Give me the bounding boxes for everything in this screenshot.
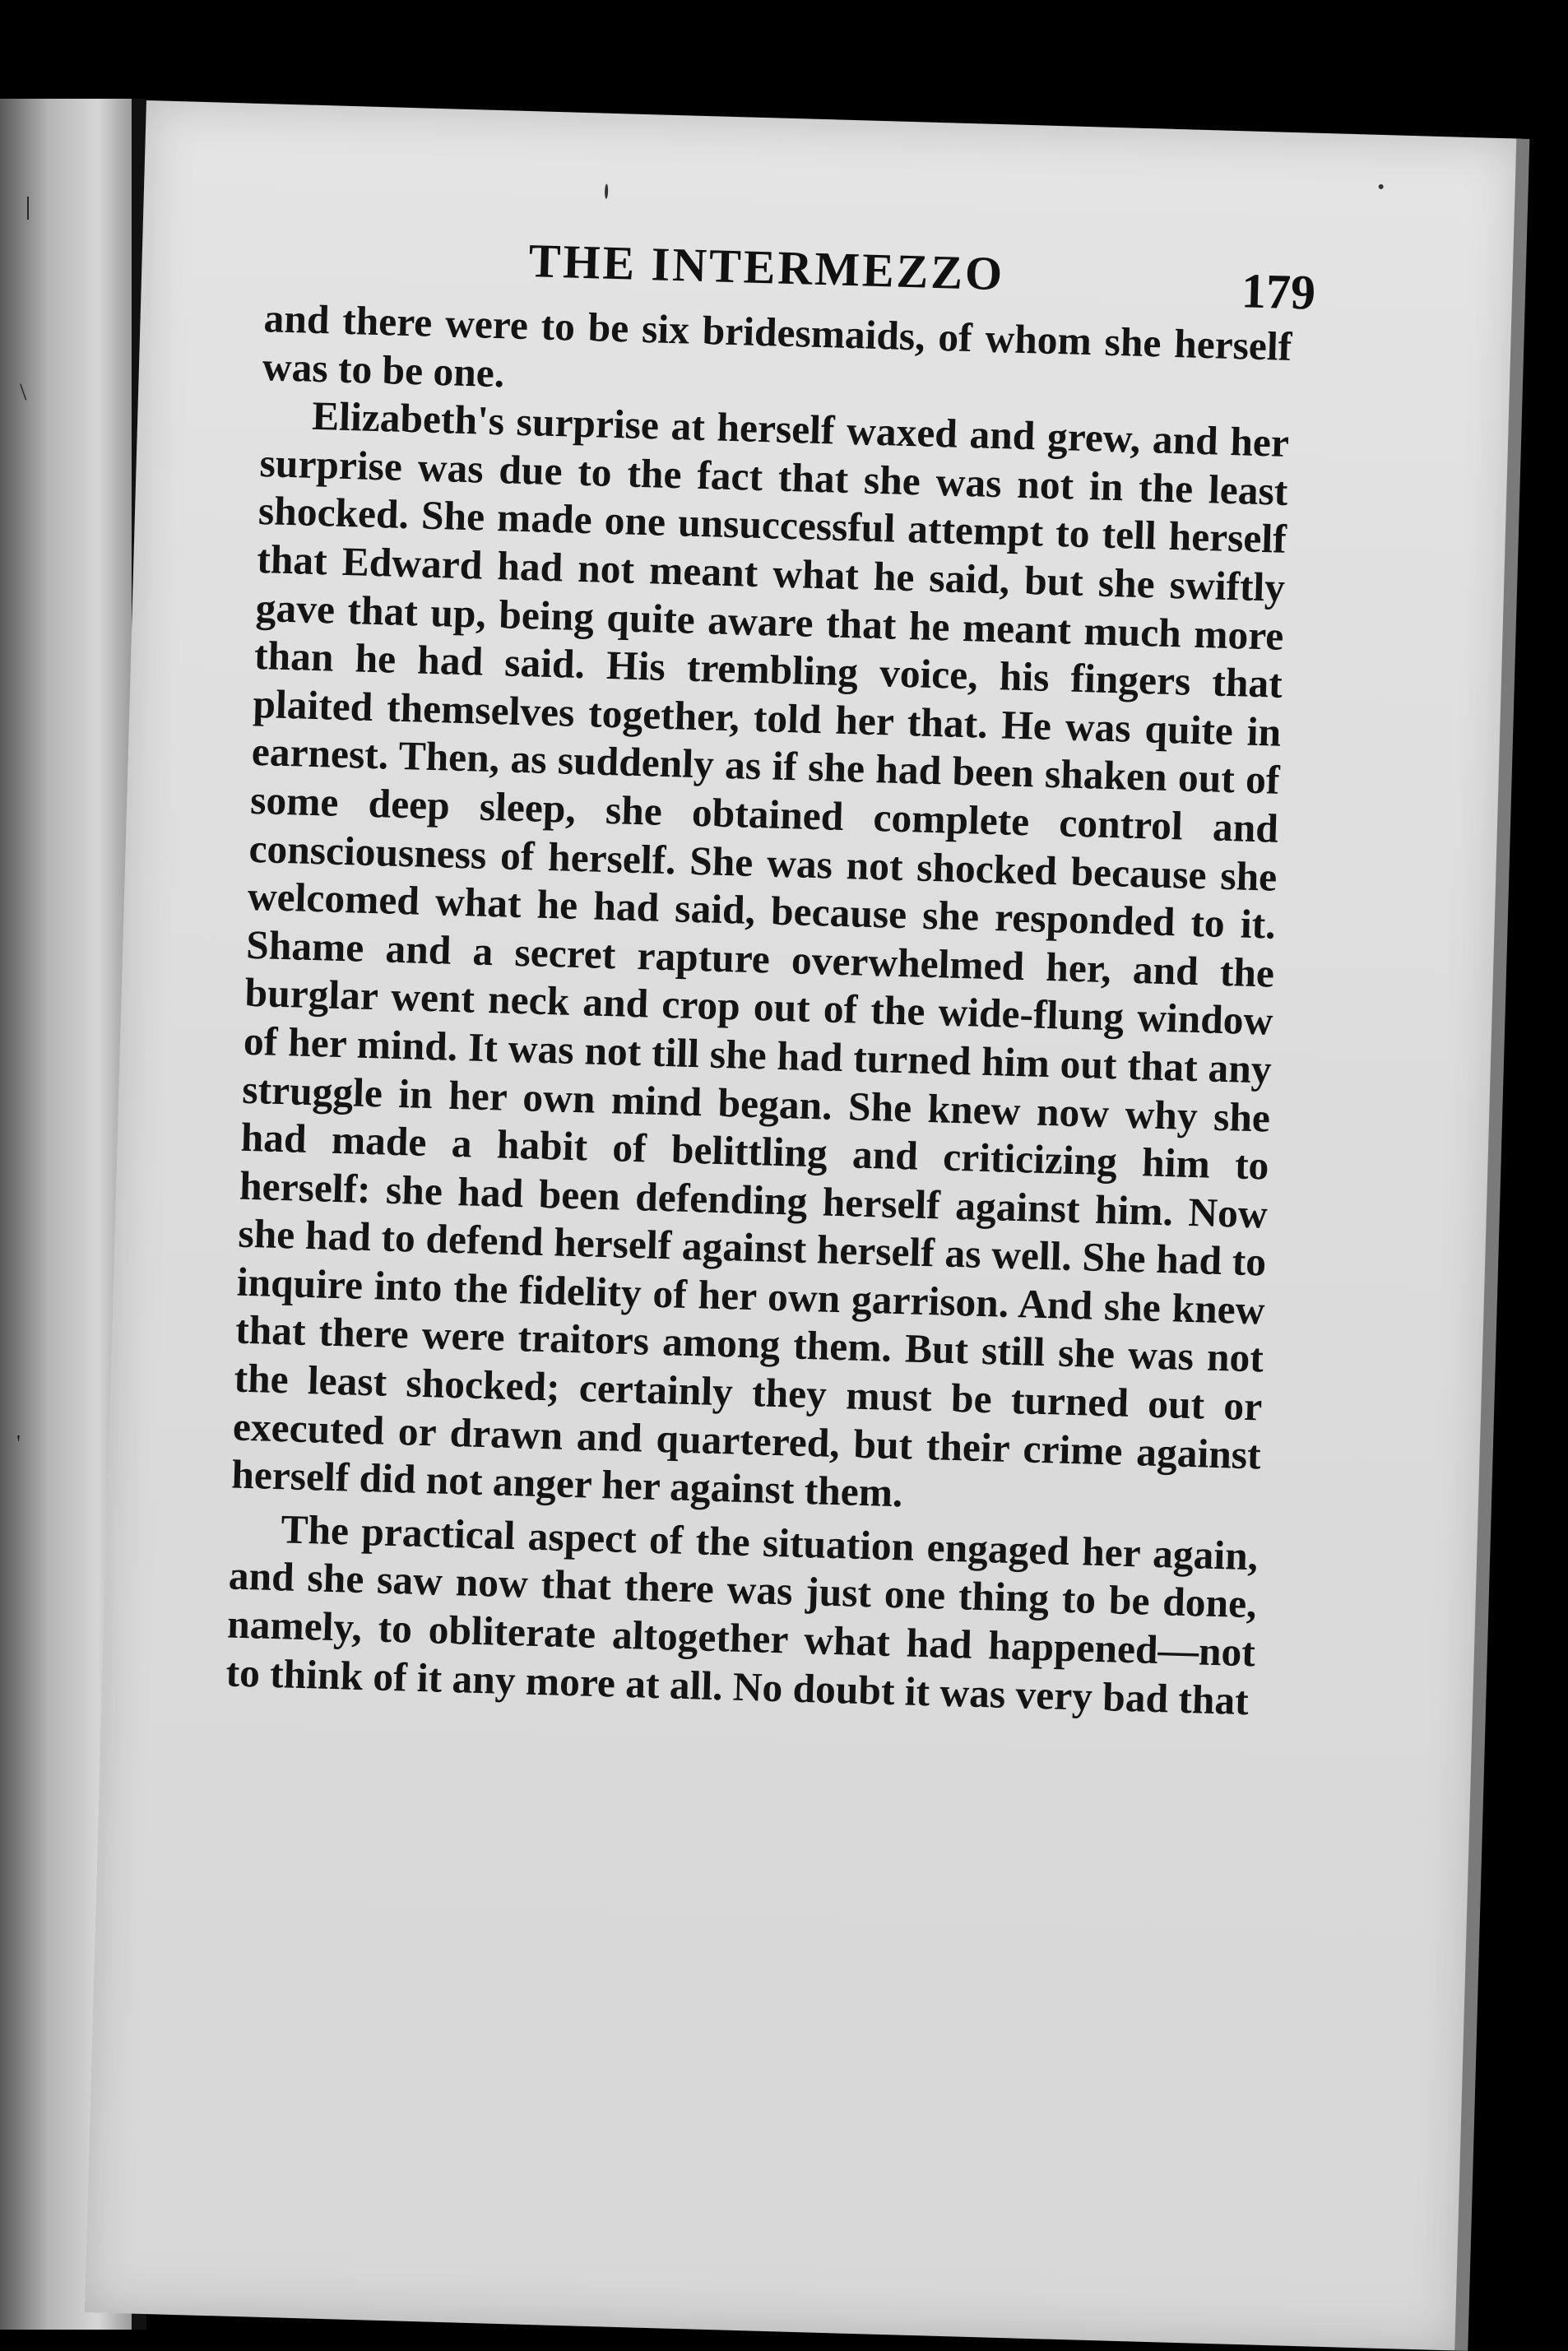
- page-speck: [605, 184, 609, 199]
- paragraph: The practical aspect of the situation engaged her again, and she saw now that there was just one thing to be done, namely, to obliterate altogether what had happened—not to think of it any more at all. No doubt it was very bad that: [225, 1506, 1259, 1723]
- facing-page-speck: ǀ: [25, 190, 32, 227]
- running-head: THE INTERMEZZO: [527, 234, 1006, 301]
- paragraph-continued: and there were to be six bridesmaids, of whom she herself was to be one.: [262, 295, 1292, 396]
- book-page: [85, 100, 1521, 2351]
- body-text: [225, 294, 1292, 1725]
- facing-page-speck: ': [16, 1431, 21, 1457]
- facing-page-speck: \: [20, 378, 27, 406]
- page-number: 179: [1241, 263, 1316, 320]
- page-edge-shadow: [1454, 139, 1529, 2351]
- paragraph: Elizabeth's surprise at herself waxed and grew, and her surprise was due to the fact that she was not in the least shocked. She made one unsuccessful attempt to tell herself that Edward had not meant what he said, but she swiftly gave that up, being quite aware that he meant much more than he had said. His trembling voice, his fingers that plaited themselves together, told her that. He was quite in earnest. Then, as suddenly as if she had been shaken out of some deep sleep, she obtained complete control and consciousness of herself. She was not shocked because she welcomed what he had said, because she responded to it. Shame and a secret rapture overwhelmed her, and the burglar went neck and crop out of the wide-flung window of her mind. It was not till she had turned him out that any struggle in her own mind began. She knew now why she had made a habit of belittling and criticizing him to herself: she had been defending herself against him. Now she had to defend herself against herself as well. She had to inquire into the fidelity of her own garrison. And she knew that there were traitors among them. But still she was not the least shocked; certainly they must be turned out or executed or drawn and quartered, but their crime against herself did not anger her against them.: [230, 392, 1290, 1516]
- page-speck: [1379, 184, 1384, 189]
